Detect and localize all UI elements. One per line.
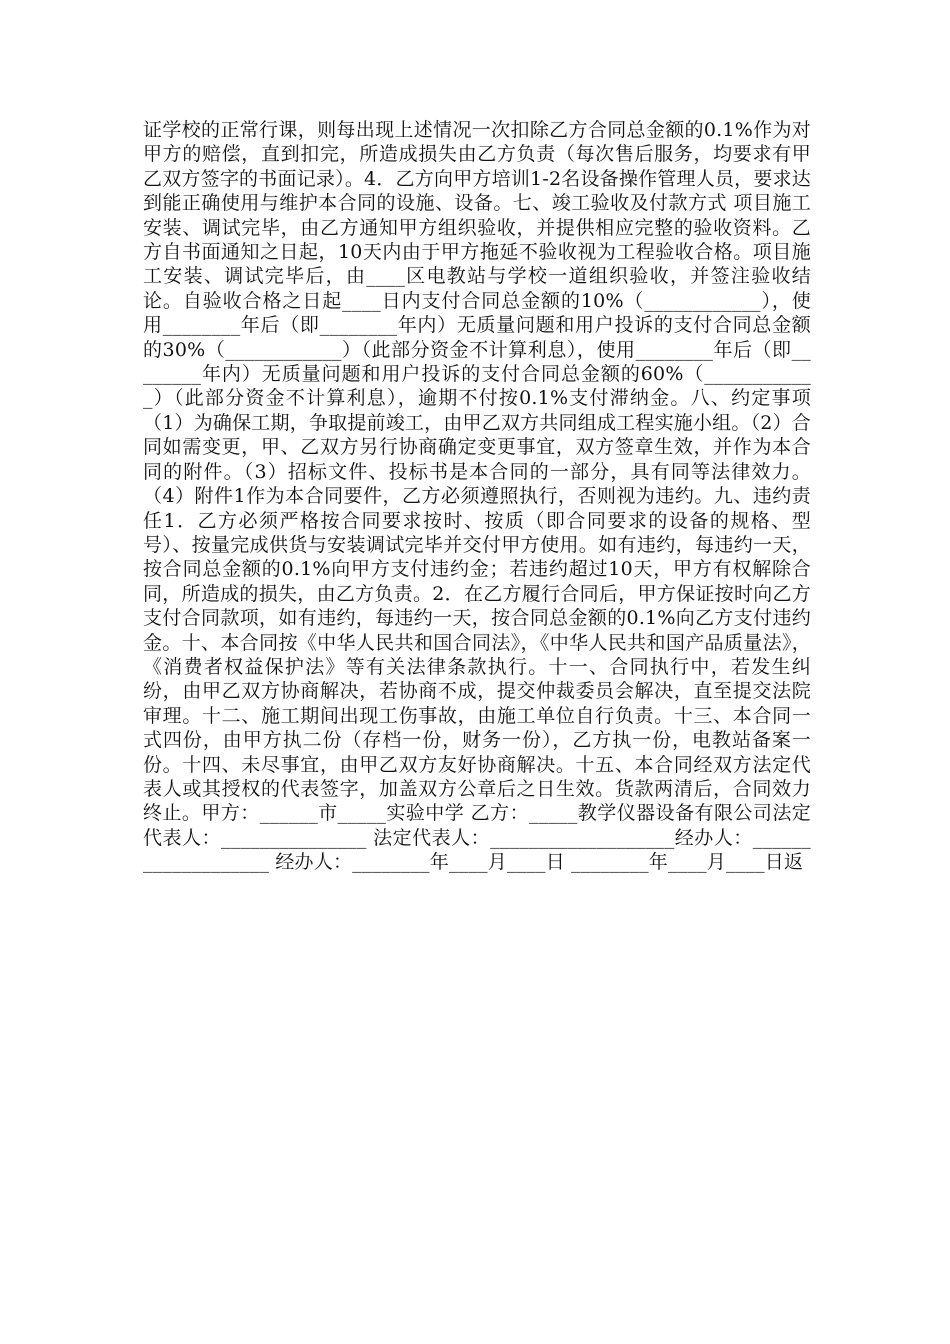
document-page bbox=[143, 118, 811, 875]
contract-body-text: 证学校的正常行课，则每出现上述情况一次扣除乙方合同总金额的0.1%作为对甲方的赔偿，直到扣完，所造成损失由乙方负责（每次售后服务，均要求有甲乙双方签字的书面记录）。4．乙方向甲方培训1-2名设备操作管理人员，要求达到能正确使用与维护本合同的设施、设备。七、竣工验收及付款方式 项目施工安装、调试完毕，由乙方通知甲方组织验收，并提供相应完整的验收资料。乙方自书面通知之日起，10天内由于甲方拖延不验收视为工程验收合格。项目施工安装、调试完毕后，由____区电教站与学校一道组织验收，并签注验收结论。自验收合格之日起____日内支付合同总金额的10%（____________），使用________年后（即________年内）无质量问题和用户投诉的支付合同总金额的30%（____________）（此部分资金不计算利息），使用________年后（即________年内）无质量问题和用户投诉的支付合同总金额的60%（____________）（此部分资金不计算利息），逾期不付按0.1%支付滞纳金。八、约定事项（1）为确保工期，争取提前竣工，由甲乙双方共同组成工程实施小组。（2）合同如需变更，甲、乙双方另行协商确定变更事宜，双方签章生效，并作为本合同的附件。（3）招标文件、投标书是本合同的一部分，具有同等法律效力。（4）附件1作为本合同要件，乙方必须遵照执行，否则视为违约。九、违约责任1．乙方必须严格按合同要求按时、按质（即合同要求的设备的规格、型号）、按量完成供货与安装调试完毕并交付甲方使用。如有违约，每违约一天，按合同总金额的0.1%向甲方支付违约金；若违约超过10天，甲方有权解除合同，所造成的损失，由乙方负责。2．在乙方履行合同后，甲方保证按时向乙方支付合同款项，如有违约，每违约一天，按合同总金额的0.1%向乙方支付违约金。十、本合同按《中华人民共和国合同法》，《中华人民共和国产品质量法》，《消费者权益保护法》等有关法律条款执行。十一、合同执行中，若发生纠纷，由甲乙双方协商解决，若协商不成，提交仲裁委员会解决，直至提交法院审理。十二、施工期间出现工伤事故，由施工单位自行负责。十三、本合同一式四份，由甲方执二份（存档一份，财务一份），乙方执一份，电教站备案一份。十四、未尽事宜，由甲乙双方友好协商解决。十五、本合同经双方法定代表人或其授权的代表签字，加盖双方公章后之日生效。货款两清后，合同效力终止。甲方：______市_____实验中学 乙方：_____教学仪器设备有限公司法定代表人：_______________ 法定代表人：___________________经办人：___________________ 经办人：________年____月____日 ________年____月____日返 bbox=[143, 119, 811, 874]
